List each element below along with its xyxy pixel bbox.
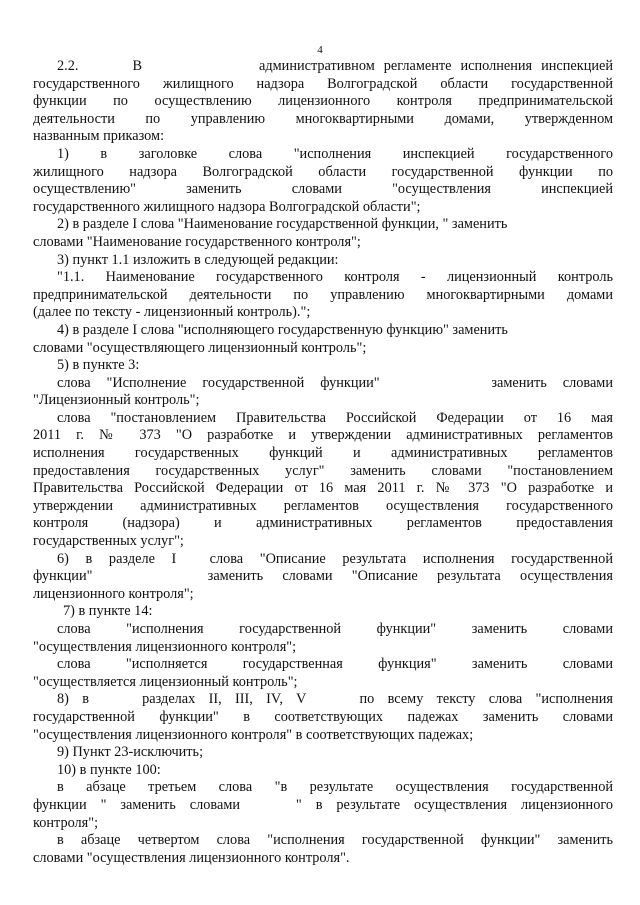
text-line: "осуществляется лицензионный контроль"; (33, 673, 298, 690)
text-line: функции по осуществлению лицензионного контроля предпринимательской (33, 93, 613, 110)
text-line: Правительства Российской Федерации от 16 мая 2011 г. № 373 "О разработке и (33, 480, 613, 497)
page-number: 4 (317, 44, 323, 56)
text-line: 10) в пункте 100: (57, 761, 161, 778)
text-line: контроля"; (33, 814, 99, 831)
text-line: "Лицензионный контроль"; (33, 392, 200, 409)
text-line: 2.2. В административном регламенте исполнения инспекцией (57, 58, 613, 74)
text-line: словами "осуществления лицензионного контроля". (33, 849, 350, 866)
text-line: предпринимательской деятельности по управлению многоквартирными домами (33, 286, 613, 303)
text-line: 9) Пункт 23-исключить; (57, 744, 204, 761)
text-line: 6) в разделе I слова "Описание результата исполнения государственной (57, 550, 613, 567)
text-line: лицензионного контроля"; (33, 585, 194, 602)
text-line: слова "исполнения государственной функции" заменить словами (57, 621, 613, 637)
text-line: государственного жилищного надзора Волгоградской области государственной (33, 75, 613, 92)
text-line: 2011 г. № 373 "О разработке и утверждении административных регламентов (33, 427, 613, 444)
text-line: государственной функции" в соответствующих падежах заменить словами (33, 708, 613, 725)
text-line: исполнения государственных функций и административных регламентов (33, 445, 613, 462)
text-line: государственных услуг"; (33, 533, 184, 550)
text-line: деятельности по управлению многоквартирными домами, утвержденном (33, 110, 613, 127)
text-line: жилищного надзора Волгоградской области государственной функции по (33, 163, 613, 180)
text-line: государственного жилищного надзора Волгоградской области"; (33, 198, 421, 215)
text-line: предоставления государственных услуг" заменить словами "постановлением (33, 462, 613, 479)
text-line: утверждении административных регламентов осуществления государственного (33, 497, 613, 514)
document-body (33, 58, 613, 867)
text-line: словами "осуществляющего лицензионный контроль"; (33, 339, 367, 356)
text-line: слова "постановлением Правительства Российской Федерации от 16 мая (57, 409, 613, 426)
text-line: (далее по тексту - лицензионный контроль)."; (33, 304, 311, 321)
text-line: 4) в разделе I слова "исполняющего государственную функцию" заменить (57, 321, 508, 338)
text-line: в абзаце третьем слова "в результате осуществления государственной (57, 779, 613, 796)
text-line: названным приказом: (33, 128, 165, 145)
text-line: 7) в пункте 14: (63, 603, 153, 620)
text-line: 1) в заголовке слова "исполнения инспекцией государственного (57, 145, 613, 162)
text-line: 8) в разделах II, III, IV, V по всему тексту слова "исполнения (57, 691, 613, 708)
text-line: "осуществления лицензионного контроля"; (33, 638, 297, 655)
text-line: функции" заменить словами "Описание результата осуществления (33, 568, 613, 585)
text-line: слова "Исполнение государственной функции" заменить словами (57, 374, 613, 391)
text-line: 5) в пункте 3: (57, 357, 140, 374)
text-line: слова "исполняется государственная функция" заменить словами (57, 656, 613, 673)
text-line: осуществлению" заменить словами "осуществления инспекцией (33, 181, 613, 198)
text-line: функции " заменить словами " в результате осуществления лицензионного (33, 796, 613, 813)
text-line: 3) пункт 1.1 изложить в следующей редакции: (57, 251, 339, 268)
text-line: 2) в разделе I слова "Наименование государственной функции, " заменить (57, 216, 508, 233)
text-line: "осуществления лицензионного контроля" в соответствующих падежах; (33, 726, 474, 743)
text-line: словами "Наименование государственного контроля"; (33, 233, 361, 250)
text-line: контроля (надзора) и административных регламентов предоставления (33, 515, 613, 532)
text-line: в абзаце четвертом слова "исполнения государственной функции" заменить (57, 832, 613, 849)
text-line: "1.1. Наименование государственного контроля - лицензионный контроль (57, 269, 613, 286)
